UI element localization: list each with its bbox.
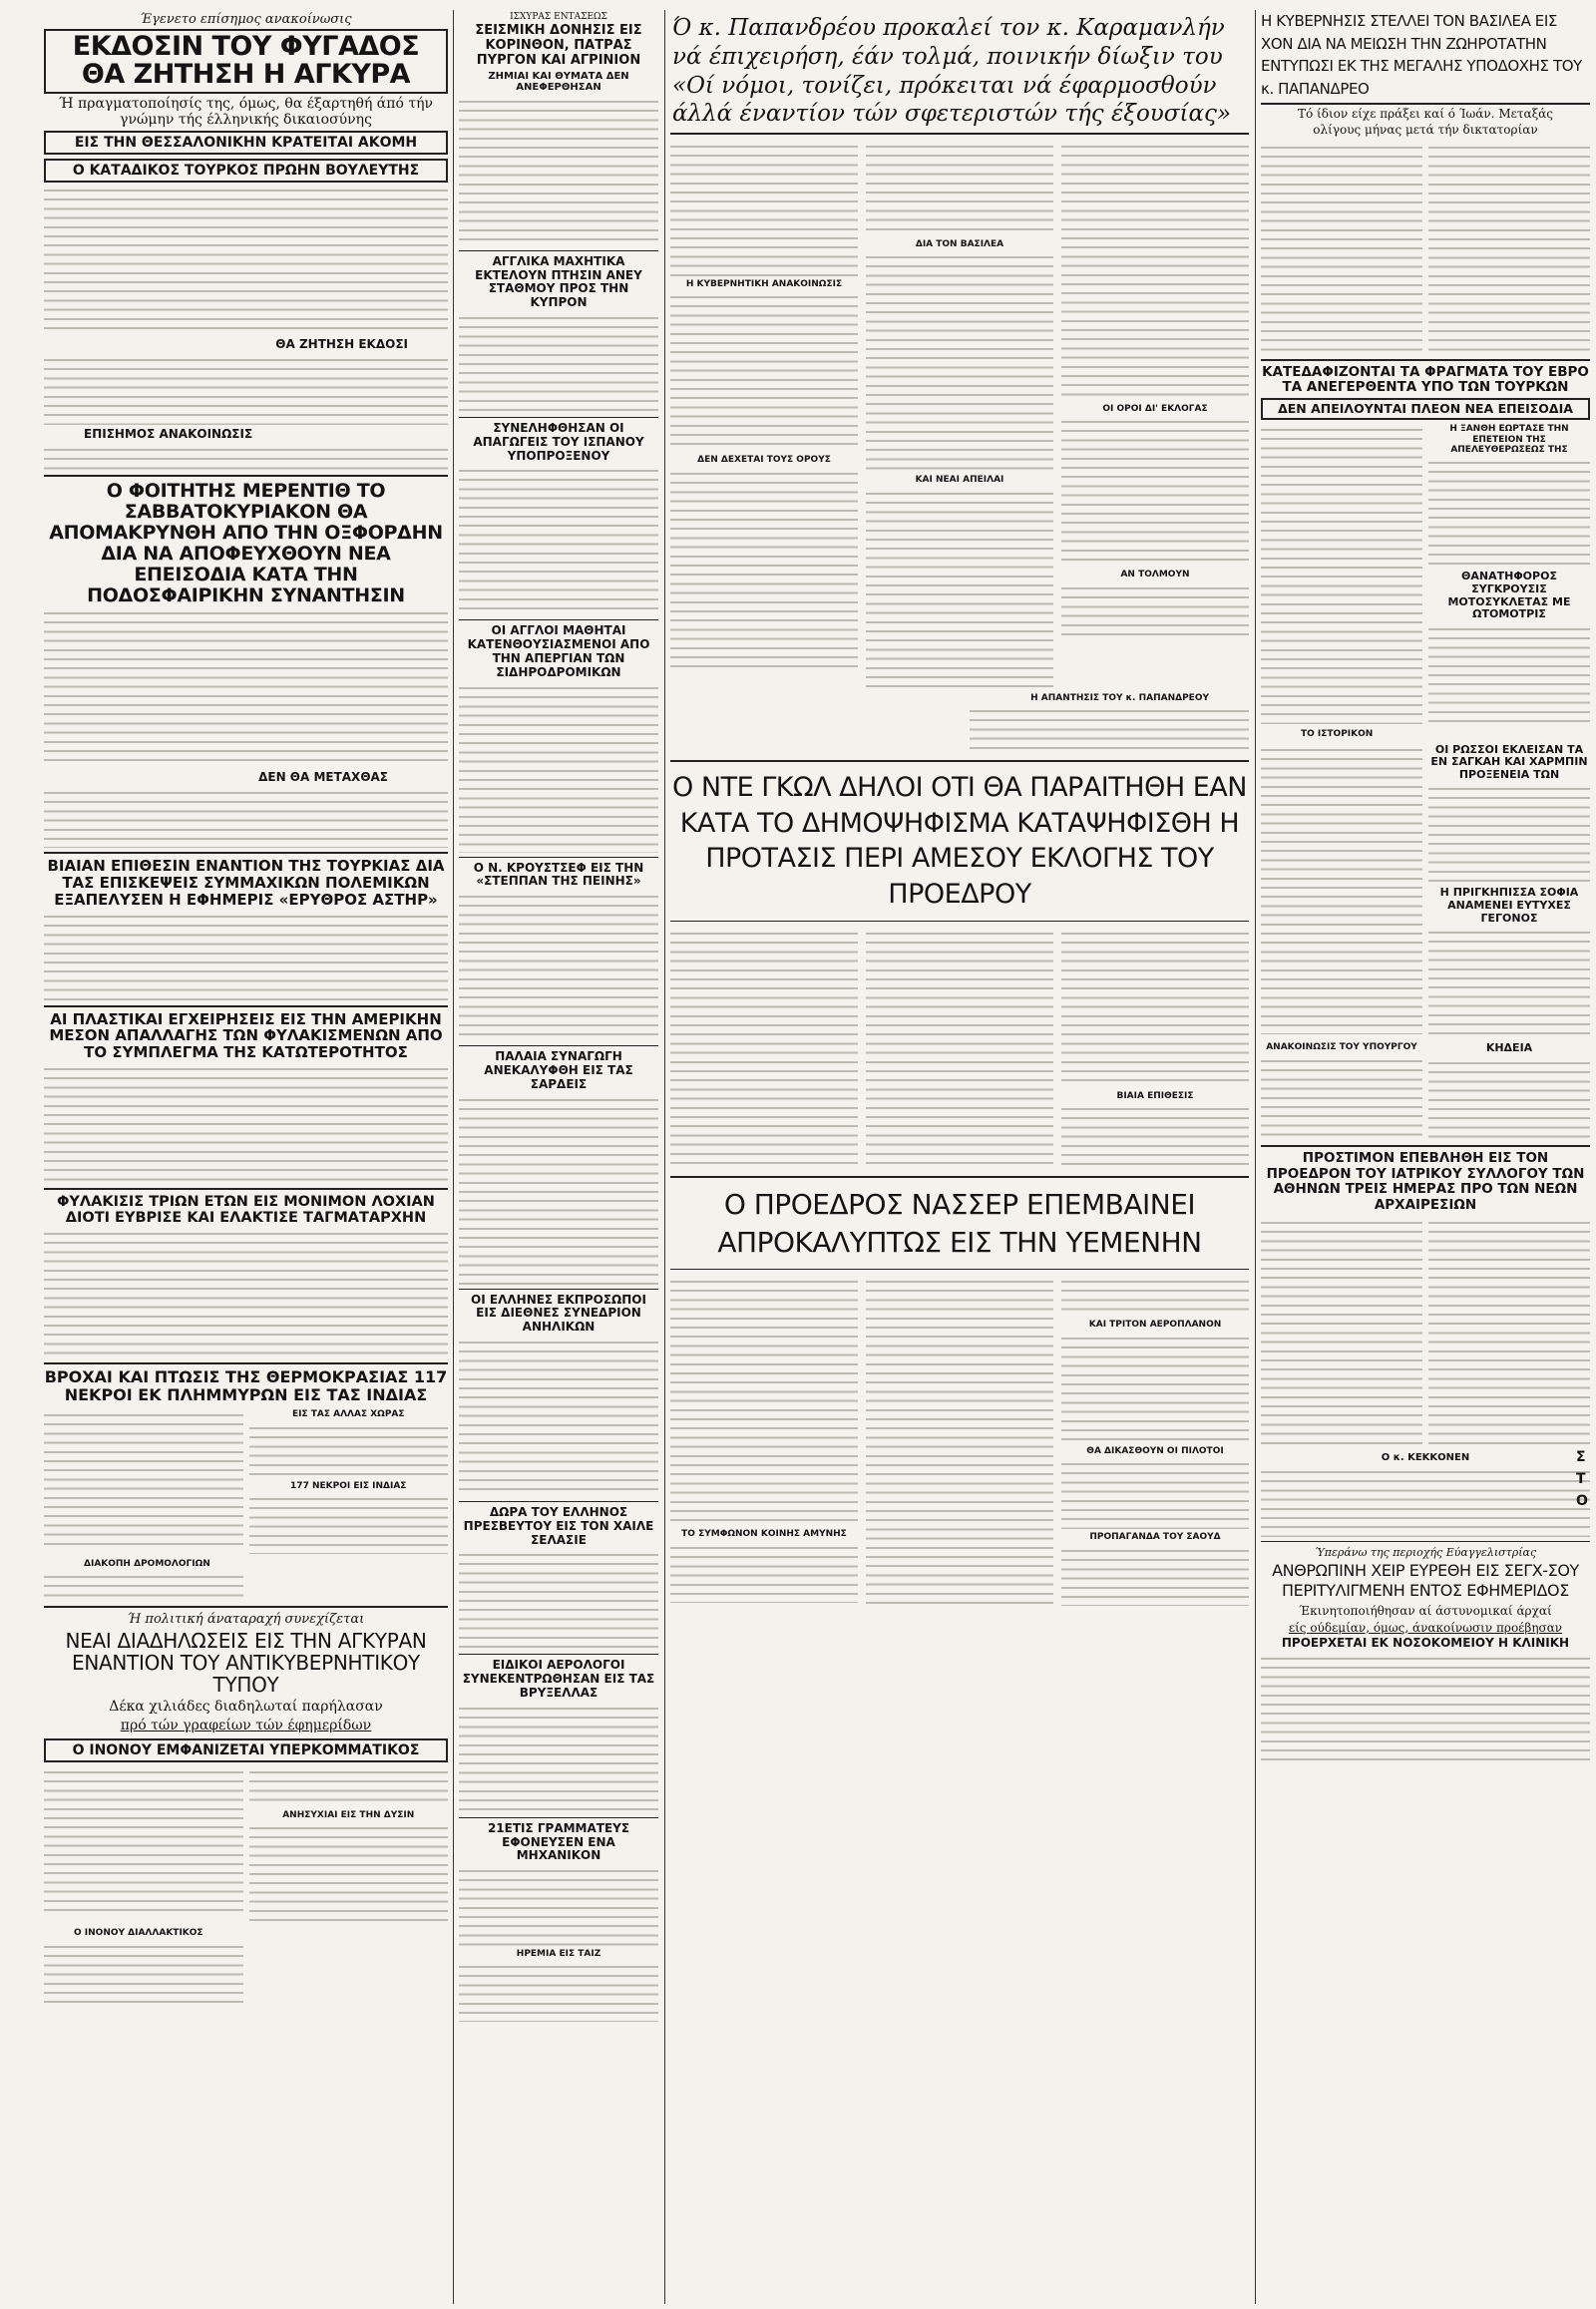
article-body: [1261, 1654, 1590, 1763]
article-body: [970, 706, 1249, 756]
article-body: [670, 292, 858, 452]
section-label: ΕΠΙΣΗΜΟΣ ΑΝΑΚΟΙΝΩΣΙΣ: [84, 427, 253, 442]
article-body: [1061, 1546, 1249, 1606]
headline-secretary: 21ΕΤΙΣ ΓΡΑΜΜΑΤΕΥΣ ΕΦΟΝΕΥΣΕΝ ΕΝΑ ΜΗΧΑΝΙΚΟΝ: [487, 1820, 630, 1863]
article-body: [670, 1543, 858, 1603]
article-body: [459, 313, 658, 413]
article-body: [866, 489, 1053, 688]
article-body: [459, 1550, 658, 1650]
article-body: [44, 445, 448, 471]
headline-plastic-surgery: ΑΙ ΠΛΑΣΤΙΚΑΙ ΕΓΧΕΙΡΗΣΕΙΣ ΕΙΣ ΤΗΝ ΑΜΕΡΙΚΗΝ ΜΕΣΟΝ ΑΠΑΛΛΑΓΗΣ ΤΩΝ ΦΥΛΑΚΙΣΜΕΝΩΝ ΑΠΟ ΤΟ ΣΥΜΠΛΕΓΜΑ ΤΗΣ ΚΑΤΩΤΕΡΟΤΗΤΟΣ: [49, 1009, 443, 1062]
section-label: ΑΝ ΤΟΛΜΟΥΝ: [1120, 570, 1190, 580]
section-label: ΕΙΣ ΤΑΣ ΑΛΛΑΣ ΧΩΡΑΣ: [291, 1409, 405, 1420]
article-body: [1428, 624, 1590, 724]
headline-de-gaulle: Ο ΝΤΕ ΓΚΩΛ ΔΗΛΟΙ ΟΤΙ ΘΑ ΠΑΡΑΙΤΗΘΗ ΕΑΝ ΚΑΤΑ ΤΟ ΔΗΜΟΨΗΦΙΣΜΑ ΚΑΤΑΨΗΦΙΣΘΗ Η ΠΡΟΤΑΣΙΣ ΠΕΡΙ ΑΜΕΣΟΥ ΕΚΛΟΓΗΣ ΤΟΥ ΠΡΟΕΔΡΟΥ: [672, 772, 1247, 910]
divider: [459, 1817, 658, 1818]
divider: [670, 1176, 1249, 1178]
divider: [459, 1045, 658, 1046]
article-body: [1428, 928, 1590, 1037]
section-label: ΒΙΑΙΑ ΕΠΙΘΕΣΙΣ: [1116, 1090, 1194, 1101]
article-body: [1061, 1459, 1249, 1529]
divider: [459, 1289, 658, 1290]
headline-clinic: ΠΡΟΕΡΧΕΤΑΙ ΕΚ ΝΟΣΟΚΟΜΕΙΟΥ Η ΚΛΙΝΙΚΗ: [1281, 1635, 1570, 1650]
headline-sergeant: ΦΥΛΑΚΙΣΙΣ ΤΡΙΩΝ ΕΤΩΝ ΕΙΣ ΜΟΝΙΜΟΝ ΛΟΧΙΑΝ ΔΙΟΤΙ ΕΥΒΡΙΣΕ ΚΑΙ ΕΛΑΚΤΙΣΕ ΤΑΓΜΑΤΑΡΧΗΝ: [57, 1193, 435, 1227]
headline-students: ΟΙ ΑΓΓΛΟΙ ΜΑΘΗΤΑΙ ΚΑΤΕΝΘΟΥΣΙΑΣΜΕΝΟΙ ΑΠΟ ΤΗΝ ΑΠΕΡΓΙΑΝ ΤΩΝ ΣΙΔΗΡΟΔΡΟΜΙΚΩΝ: [467, 623, 650, 679]
article-body: [459, 1866, 658, 1946]
article-body: [44, 355, 448, 425]
article-body: [44, 788, 448, 848]
section-label: ΤΟ ΙΣΤΟΡΙΚΟΝ: [1301, 729, 1374, 740]
section-label: ΠΡΟΠΑΓΑΝΔΑ ΤΟΥ ΣΑΟΥΔ: [1089, 1532, 1221, 1543]
section-label: 177 ΝΕΚΡΟΙ ΕΙΣ ΙΝΔΙΑΣ: [290, 1480, 407, 1491]
section-label: Ο ΙΝΟΝΟΥ ΔΙΑΛΛΑΚΤΙΚΟΣ: [74, 1928, 203, 1939]
article-body: [44, 1767, 243, 1917]
section-label: ΚΑΙ ΤΡΙΤΟΝ ΑΕΡΟΠΛΑΝΟΝ: [1088, 1320, 1222, 1331]
article-body: [1261, 1056, 1422, 1136]
divider: [44, 852, 448, 854]
column-rule: [1255, 10, 1256, 2304]
divider: [670, 1269, 1249, 1270]
article-body: [459, 1962, 658, 2022]
article-body: [1428, 143, 1590, 352]
article-body: [44, 186, 448, 335]
column-2: [459, 10, 658, 2025]
article-body: [670, 142, 858, 276]
headline-red-star: ΒΙΑΙΑΝ ΕΠΙΘΕΣΙΝ ΕΝΑΝΤΙΟΝ ΤΗΣ ΤΟΥΡΚΙΑΣ ΔΙΑ ΤΑΣ ΕΠΙΣΚΕΨΕΙΣ ΣΥΜΜΑΧΙΚΩΝ ΠΟΛΕΜΙΚΩΝ ΕΞΑΠΕΛΥΣΕΝ Η ΕΦΗΜΕΡΙΣ «ΕΡΥΘΡΟΣ ΑΣΤΗΡ»: [47, 857, 445, 909]
section-label: Η ΚΥΒΕΡΝΗΤΙΚΗ ΑΝΑΚΟΙΝΩΣΙΣ: [685, 279, 843, 289]
article-body: [459, 466, 658, 615]
divider: [44, 475, 448, 477]
headline-fatal-collision: ΘΑΝΑΤΗΦΟΡΟΣ ΣΥΓΚΡΟΥΣΙΣ ΜΟΤΟΣΥΚΛΕΤΑΣ ΜΕ ΩΤΟΜΟΤΡΙΣ: [1447, 570, 1571, 621]
divider: [44, 1362, 448, 1364]
subheadline-boxed: Ο ΚΑΤΑΔΙΚΟΣ ΤΟΥΡΚΟΣ ΠΡΩΗΝ ΒΟΥΛΕΥΤΗΣ: [44, 159, 448, 183]
section-label: ΤΟ ΣΥΜΦΩΝΟΝ ΚΟΙΝΗΣ ΑΜΥΝΗΣ: [681, 1529, 847, 1540]
divider: [670, 760, 1249, 762]
dek: Έκινητοποιήθησαν αί άστυνομικαί άρχαί: [1299, 1604, 1552, 1619]
dek: είς ούδεμίαν, όμως, άνακοίνωσιν προέβησαν: [1288, 1620, 1563, 1635]
article-body: [459, 97, 658, 246]
center-column: [670, 10, 1249, 1609]
newspaper-page: [44, 10, 1596, 2304]
article-body: [1261, 425, 1422, 724]
divider: [459, 250, 658, 251]
headline-ambassador-gifts: ΔΩΡΑ ΤΟΥ ΕΛΛΗΝΟΣ ΠΡΕΣΒΕΥΤΟΥ ΕΙΣ ΤΟΝ ΧΑΙΛΕ ΣΕΛΑΣΙΕ: [463, 1504, 654, 1547]
section-label: ΟΙ ΟΡΟΙ ΔΙ' ΕΚΛΟΓΑΣ: [1102, 404, 1208, 414]
headline-fugitive-extradition: ΕΚΔΟΣΙΝ ΤΟΥ ΦΥΓΑΔΟΣ ΘΑ ΖΗΤΗΣΗ Η ΑΓΚΥΡΑ: [44, 29, 448, 94]
dek: ολίγους μήνας μετά τήν δικτατορίαν: [1313, 123, 1538, 138]
subheadline: Ή πραγματοποίησίς της, όμως, θα έξαρτηθή άπό τήν γνώμην τής έλληνικής δικαιοσύνης: [59, 95, 433, 129]
section-label: ΔΕΝ ΔΕΧΕΤΑΙ ΤΟΥΣ ΟΡΟΥΣ: [697, 455, 831, 466]
divider: [1261, 1541, 1590, 1542]
article-body: [1261, 1218, 1422, 1447]
article-body: [866, 929, 1053, 1168]
headline-papandreou: Ό κ. Παπανδρέου προκαλεί τον κ. Καραμανλήν νά έπιχειρήση, έάν τολμά, ποινικήν δίωξιν του «Οί νόμοι, τονίζει, πρόκειται νά έφαρμοσθούν άλλά έναντίον τών σφετεριστών τής έξουσίας»: [670, 10, 1249, 135]
section-label: ΚΑΙ ΝΕΑΙ ΑΠΕΙΛΑΙ: [915, 475, 1004, 486]
clipped-edge-fragment: Σ Τ Ο: [1576, 1449, 1588, 1509]
headline-human-hand: ΑΝΘΡΩΠΙΝΗ ΧΕΙΡ ΕΥΡΕΘΗ ΕΙΣ ΣΕΓΧ-ΣΟΥ ΠΕΡΙΤΥΛΙΓΜΕΝΗ ΕΝΤΟΣ ΕΦΗΜΕΡΙΔΟΣ: [1272, 1560, 1579, 1601]
article-body: [44, 608, 448, 768]
column-1: [44, 10, 448, 2007]
article-body: [44, 912, 448, 1001]
subheadline-boxed: ΕΙΣ ΤΗΝ ΘΕΣΣΑΛΟΝΙΚΗΝ ΚΡΑΤΕΙΤΑΙ ΑΚΟΜΗ: [44, 131, 448, 155]
article-body: [670, 469, 858, 668]
section-label: ΑΝΑΚΟΙΝΩΣΙΣ ΤΟΥ ΥΠΟΥΡΓΟΥ: [1266, 1042, 1417, 1053]
article-body: [44, 1064, 448, 1184]
headline-khrushchev: Ο Ν. ΚΡΟΥΣΤΣΕΦ ΕΙΣ ΤΗΝ «ΣΤΕΠΠΑΝ ΤΗΣ ΠΕΙΝΗΣ»: [473, 860, 644, 889]
section-label: Ο κ. ΚΕΚΚΟΝΕΝ: [1381, 1452, 1470, 1464]
headline-king-sent: Η ΚΥΒΕΡΝΗΣΙΣ ΣΤΕΛΛΕΙ ΤΟΝ ΒΑΣΙΛΕΑ ΕΙΣ ΧΟΝ ΔΙΑ ΝΑ ΜΕΙΩΣΗ ΤΗΝ ΖΩΗΡΟΤΑΤΗΝ ΕΝΤΥΠΩΣΙ ΕΚ ΤΗΣ ΜΕΓΑΛΗΣ ΥΠΟΔΟΧΗΣ ΤΟΥ κ. ΠΑΠΑΝΔΡΕΟ: [1261, 10, 1590, 105]
article-body: [1061, 1277, 1249, 1317]
article-body: [249, 1423, 449, 1478]
article-body: [1061, 1334, 1249, 1443]
divider: [44, 1606, 448, 1608]
headline-meredith: Ο ΦΟΙΤΗΤΗΣ ΜΕΡΕΝΤΙΘ ΤΟ ΣΑΒΒΑΤΟΚΥΡΙΑΚΟΝ ΘΑ ΑΠΟΜΑΚΡΥΝΘΗ ΑΠΟ ΤΗΝ ΟΞΦΟΡΔΗΝ ΔΙΑ ΝΑ ΑΠΟΦΕΥΧΘΟΥΝ ΝΕΑ ΕΠΕΙΣΟΔΙΑ ΚΑΤΑ ΤΗΝ ΠΟΔΟΣΦΑΙΡΙΚΗΝ ΣΥΝΑΝΤΗΣΙΝ: [49, 480, 443, 606]
headline-nasser: Ο ΠΡΟΕΔΡΟΣ ΝΑΣΣΕΡ ΕΠΕΜΒΑΙΝΕΙ ΑΠΡΟΚΑΛΥΠΤΩΣ ΕΙΣ ΤΗΝ ΥΕΜΕΝΗΝ: [717, 1187, 1202, 1259]
divider: [1261, 1145, 1590, 1147]
subheadline-boxed: Ο ΙΝΟΝΟΥ ΕΜΦΑΝΙΖΕΤΑΙ ΥΠΕΡΚΟΜΜΑΤΙΚΟΣ: [44, 1738, 448, 1762]
divider: [44, 1188, 448, 1190]
article-body: [866, 1277, 1053, 1606]
article-body: [249, 1823, 449, 1923]
article-body: [1261, 745, 1422, 1034]
divider: [44, 1005, 448, 1007]
article-body: [1261, 1467, 1590, 1537]
section-label: Η ΞΑΝΘΗ ΕΩΡΤΑΣΕ ΤΗΝ ΕΠΕΤΕΙΟΝ ΤΗΣ ΑΠΕΛΕΥΘΕΡΩΣΕΩΣ ΤΗΣ: [1449, 424, 1569, 455]
divider: [459, 1501, 658, 1502]
column-rule: [453, 10, 454, 2304]
article-body: [1061, 142, 1249, 401]
section-label: ΘΑ ΔΙΚΑΣΘΟΥΝ ΟΙ ΠΙΛΟΤΟΙ: [1086, 1445, 1224, 1456]
article-body: [459, 1338, 658, 1497]
article-body: [44, 1410, 243, 1550]
section-label: ΔΕΝ ΘΑ ΜΕΤΑΧΘΑΣ: [258, 770, 388, 785]
article-body: [1428, 458, 1590, 568]
article-body: [1428, 1058, 1590, 1138]
kicker: Ή πολιτική άναταραχή συνεχίζεται: [127, 1612, 365, 1628]
divider: [459, 1654, 658, 1655]
divider: [459, 417, 658, 418]
section-label: ΘΑ ΖΗΤΗΣΗ ΕΚΔΟΣΙ: [275, 337, 408, 352]
kicker: Έγενετο επίσημος ανακοίνωσις: [140, 12, 352, 27]
article-body: [44, 1229, 448, 1358]
headline-kidnappers: ΣΥΝΕΛΗΦΘΗΣΑΝ ΟΙ ΑΠΑΓΩΓΕΙΣ ΤΟΥ ΙΣΠΑΝΟΥ ΥΠΟΠΡΟΞΕΝΟΥ: [473, 421, 644, 463]
dek: Τό ίδιον είχε πράξει καί ό Ίωάν. Μεταξάς: [1297, 107, 1554, 121]
headline-india-floods: ΒΡΟΧΑΙ ΚΑΙ ΠΤΩΣΙΣ ΤΗΣ ΘΕΡΜΟΚΡΑΣΙΑΣ 117 ΝΕΚΡΟΙ ΕΚ ΠΛΗΜΜΥΡΩΝ ΕΙΣ ΤΑΣ ΙΝΔΙΑΣ: [44, 1367, 448, 1405]
divider: [459, 857, 658, 858]
section-label: ΔΙΑΚΟΠΗ ΔΡΟΜΟΛΟΓΙΩΝ: [84, 1558, 210, 1569]
headline-synagogue: ΠΑΛΑΙΑ ΣΥΝΑΓΩΓΗ ΑΝΕΚΑΛΥΦΘΗ ΕΙΣ ΤΑΣ ΣΑΡΔΕΙΣ: [484, 1049, 633, 1091]
article-body: [249, 1767, 449, 1807]
article-body: [459, 1095, 658, 1285]
dek: πρό τών γραφείων τών έφημερίδων: [120, 1718, 372, 1734]
headline-medical-fine: ΠΡΟΣΤΙΜΟΝ ΕΠΕΒΛΗΘΗ ΕΙΣ ΤΟΝ ΠΡΟΕΔΡΟΝ ΤΟΥ ΙΑΤΡΙΚΟΥ ΣΥΛΛΟΓΟΥ ΤΩΝ ΑΘΗΝΩΝ ΤΡΕΙΣ ΗΜΕΡΑΣ ΠΡΟ ΤΩΝ ΝΕΩΝ ΑΡΧΑΙΡΕΣΙΩΝ: [1266, 1150, 1585, 1213]
kicker: Ύπεράνω της περιοχής Εύαγγελιστρίας: [1314, 1545, 1537, 1559]
article-body: [1061, 1104, 1249, 1169]
headline-soviet-consulates: ΟΙ ΡΩΣΣΟΙ ΕΚΛΕΙΣΑΝ ΤΑ ΕΝ ΣΑΓΚΑΗ ΚΑΙ ΧΑΡΜΠΙΝ ΠΡΟΞΕΝΕΙΑ ΤΩΝ: [1430, 742, 1588, 781]
section-label: ΗΡΕΜΙΑ ΕΙΣ ΤΑΙΖ: [516, 1949, 601, 1960]
article-body: [1428, 1218, 1590, 1447]
section-label: Η ΑΠΑΝΤΗΣΙΣ ΤΟΥ κ. ΠΑΠΑΝΔΡΕΟΥ: [1030, 692, 1209, 703]
section-label: ΑΝΗΣΥΧΙΑΙ ΕΙΣ ΤΗΝ ΔΥΣΙΝ: [282, 1809, 415, 1820]
kicker: ΙΣΧΥΡΑΣ ΕΝΤΑΣΕΩΣ: [510, 12, 607, 22]
article-body: [1061, 583, 1249, 638]
article-body: [44, 1572, 243, 1602]
article-body: [459, 683, 658, 853]
article-body: [670, 1277, 858, 1526]
section-label: ΚΗΔΕΙΑ: [1485, 1041, 1533, 1055]
article-body: [249, 1494, 449, 1554]
column-rule: [664, 10, 665, 2304]
article-body: [1428, 784, 1590, 884]
headline-earthquake: ΣΕΙΣΜΙΚΗ ΔΟΝΗΣΙΣ ΕΙΣ ΚΟΡΙΝΘΟΝ, ΠΑΤΡΑΣ ΠΥΡΓΟΝ ΚΑΙ ΑΓΡΙΝΙΟΝ: [475, 23, 642, 68]
divider: [459, 619, 658, 620]
article-body: [1061, 929, 1249, 1088]
headline-juvenile-congress: ΟΙ ΕΛΛΗΝΕΣ ΕΚΠΡΟΣΩΠΟΙ ΕΙΣ ΔΙΕΘΝΕΣ ΣΥΝΕΔΡΙΟΝ ΑΝΗΛΙΚΩΝ: [471, 1292, 646, 1335]
headline-british-fighters: ΑΓΓΛΙΚΑ ΜΑΧΗΤΙΚΑ ΕΚΤΕΛΟΥΝ ΠΤΗΣΙΝ ΑΝΕΥ ΣΤΑΘΜΟΥ ΠΡΟΣ ΤΗΝ ΚΥΠΡΟΝ: [475, 253, 642, 310]
headline-ankara-demonstrations: ΝΕΑΙ ΔΙΑΔΗΛΩΣΕΙΣ ΕΙΣ ΤΗΝ ΑΓΚΥΡΑΝ ΕΝΑΝΤΙΟΝ ΤΟΥ ΑΝΤΙΚΥΒΕΡΝΗΤΙΚΟΥ ΤΥΠΟΥ: [65, 1629, 427, 1698]
article-body: [459, 1704, 658, 1813]
headline-evros-barriers: ΚΑΤΕΔΑΦΙΖΟΝΤΑΙ ΤΑ ΦΡΑΓΜΑΤΑ ΤΟΥ ΕΒΡΟ ΤΑ ΑΝΕΓΕΡΘΕΝΤΑ ΥΠΟ ΤΩΝ ΤΟΥΡΚΩΝ: [1262, 363, 1589, 396]
article-body: [866, 252, 1053, 472]
article-body: [1261, 143, 1422, 352]
headline-princess-sofia: Η ΠΡΙΓΚΗΠΙΣΣΑ ΣΟΦΙΑ ΑΝΑΜΕΝΕΙ ΕΥΤΥΧΕΣ ΓΕΓΟΝΟΣ: [1439, 886, 1579, 925]
article-body: [670, 929, 858, 1168]
article-body: [866, 142, 1053, 236]
subheadline: ΖΗΜΙΑΙ ΚΑΙ ΘΥΜΑΤΑ ΔΕΝ ΑΝΕΦΕΡΘΗΣΑΝ: [488, 70, 629, 94]
column-4: [1261, 10, 1590, 1766]
headline-aerologists: ΕΙΔΙΚΟΙ ΑΕΡΟΛΟΓΟΙ ΣΥΝΕΚΕΝΤΡΩΘΗΣΑΝ ΕΙΣ ΤΑΣ ΒΡΥΞΕΛΛΑΣ: [462, 1658, 655, 1700]
subheadline-boxed: ΔΕΝ ΑΠΕΙΛΟΥΝΤΑΙ ΠΛΕΟΝ ΝΕΑ ΕΠΕΙΣΟΔΙΑ: [1261, 398, 1590, 420]
dek: Δέκα χιλιάδες διαδηλωταί παρήλασαν: [109, 1699, 383, 1716]
divider: [1261, 359, 1590, 361]
section-label: ΔΙΑ ΤΟΝ ΒΑΣΙΛΕΑ: [915, 239, 1004, 249]
article-body: [459, 892, 658, 1041]
article-body: [44, 1942, 243, 2004]
divider: [670, 921, 1249, 922]
article-body: [1061, 417, 1249, 567]
